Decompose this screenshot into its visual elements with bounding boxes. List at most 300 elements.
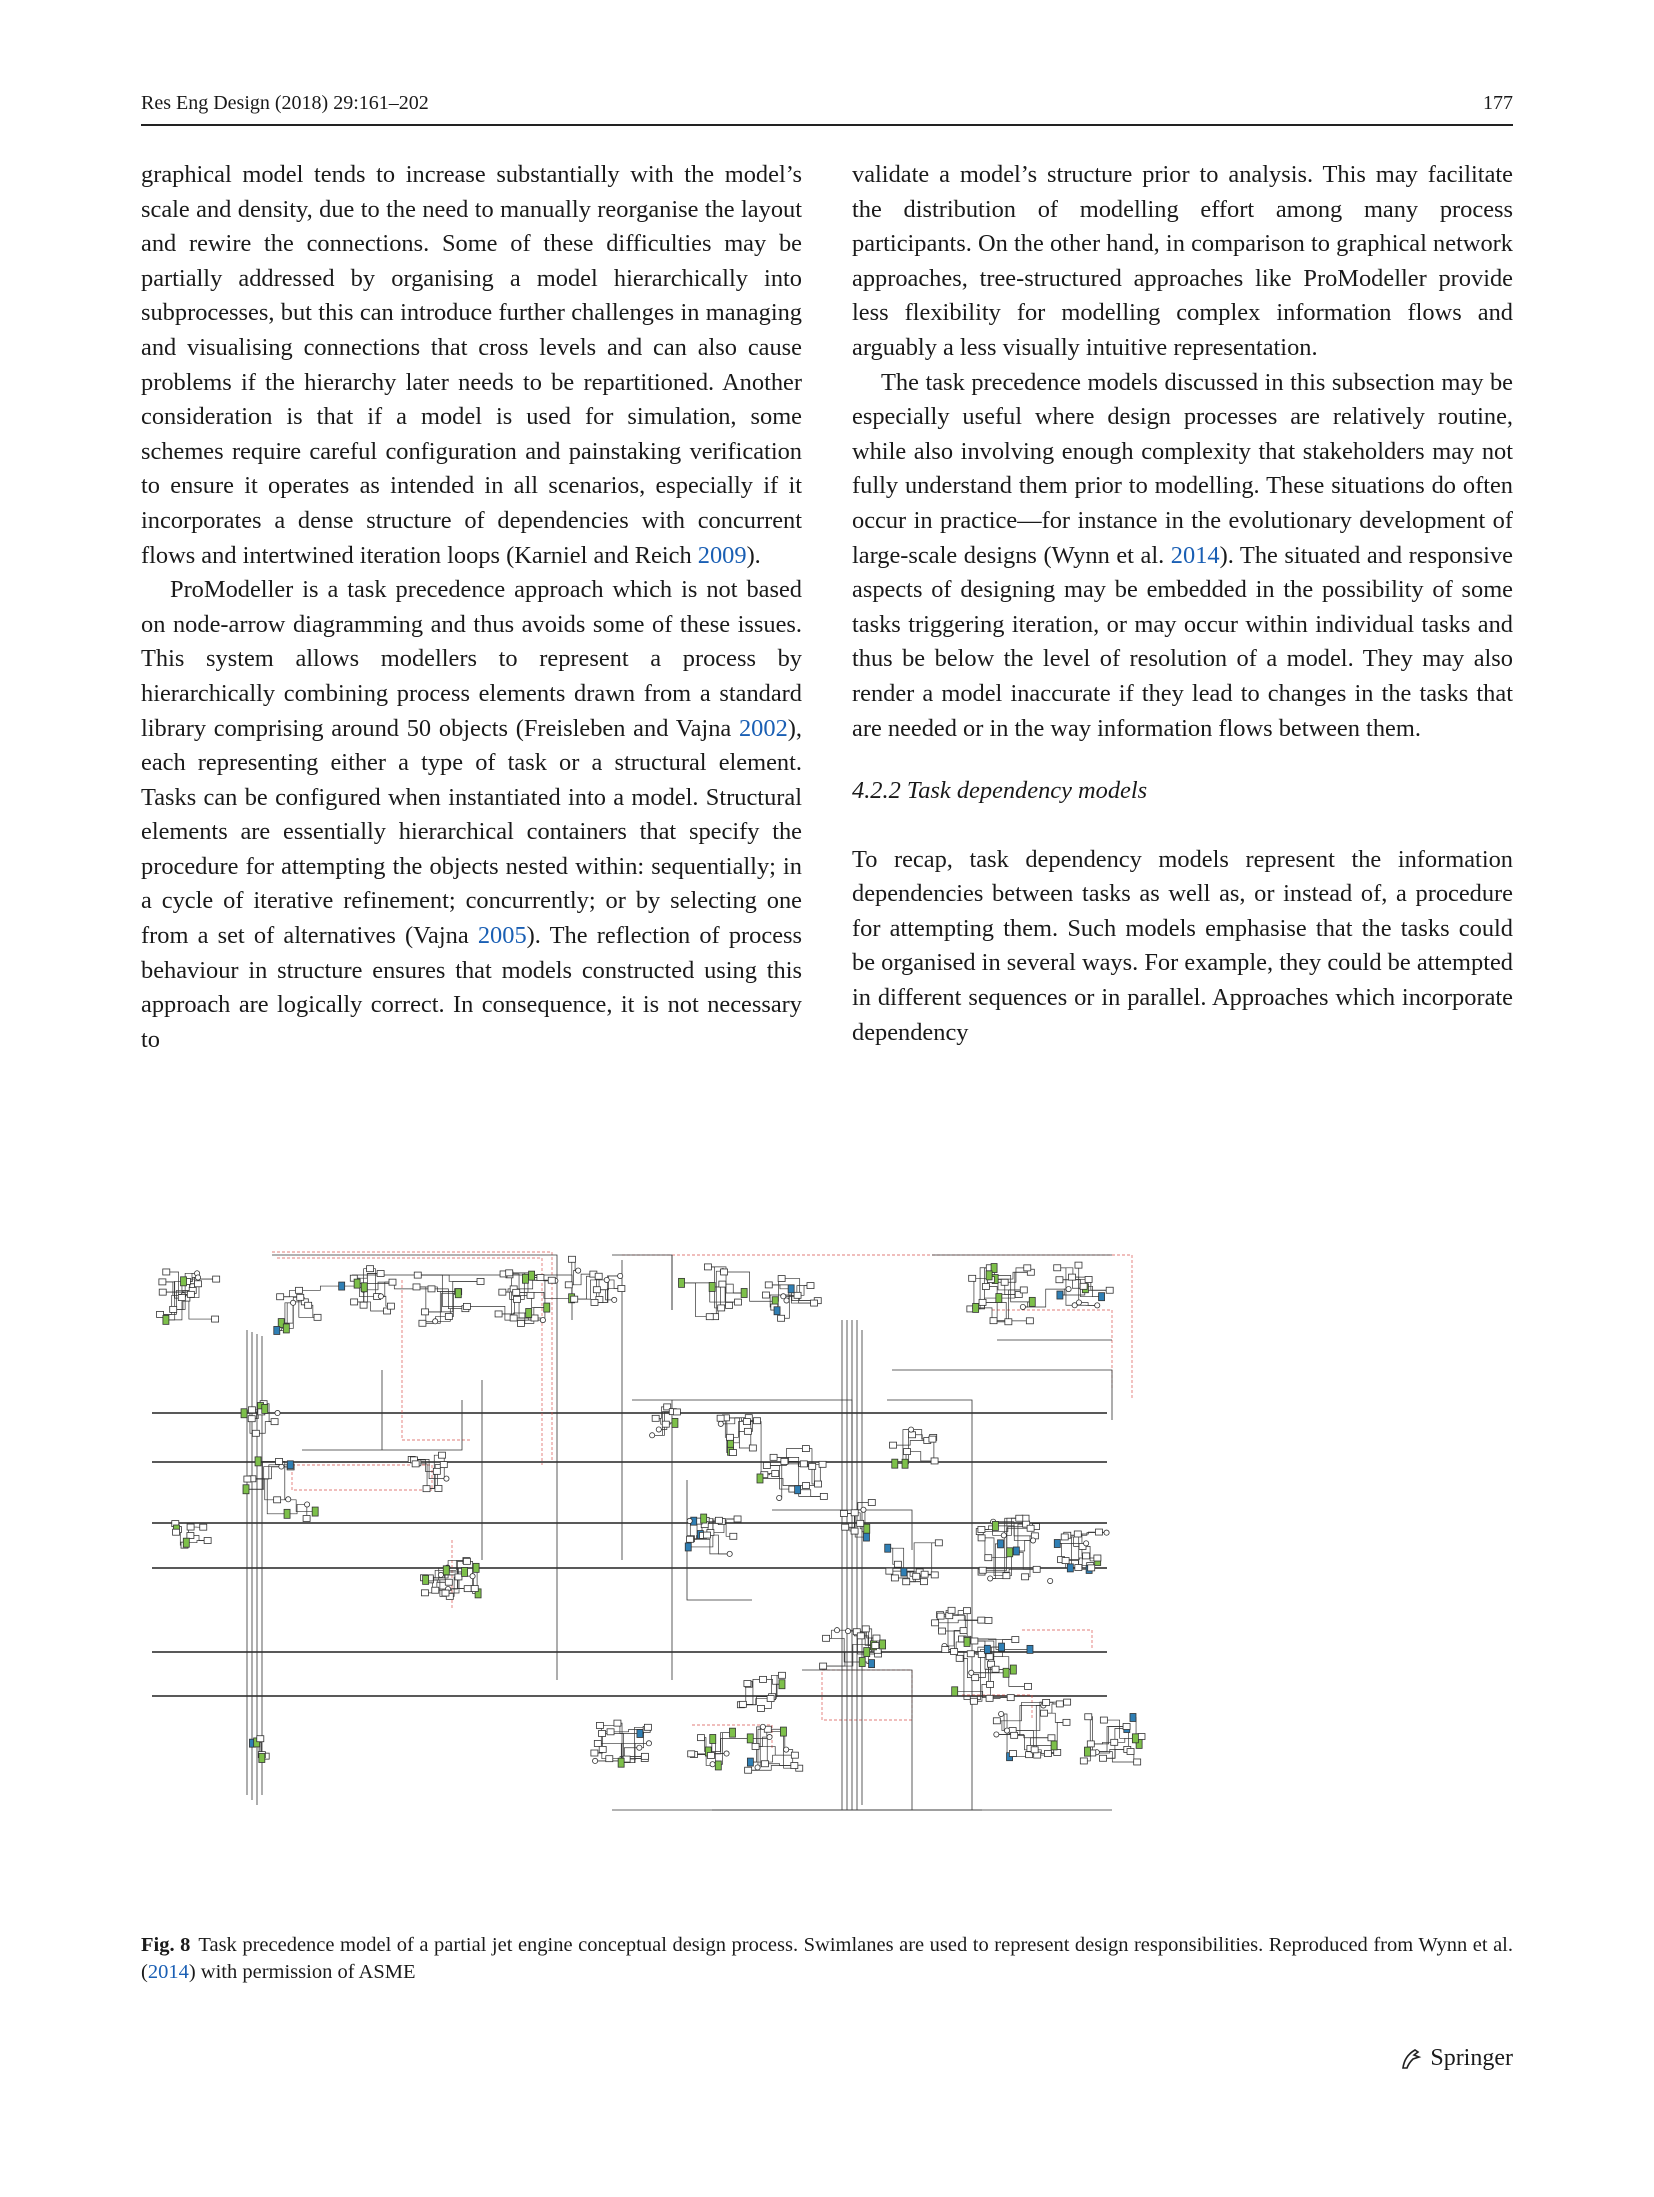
springer-horse-icon (1398, 2046, 1424, 2072)
task-node (1009, 1750, 1016, 1756)
task-node (159, 1279, 166, 1285)
task-node (993, 1718, 1000, 1724)
output-node (287, 1461, 293, 1469)
figure-label: Fig. 8 (141, 1934, 191, 1956)
task-node (163, 1269, 170, 1275)
task-node (762, 1292, 769, 1298)
task-node (599, 1730, 606, 1736)
task-node (565, 1282, 572, 1288)
task-node (187, 1533, 194, 1539)
junction-node (687, 1518, 692, 1523)
paragraph: ProModeller is a task precedence approach which is not based on node-arrow diagramming and thus avoids some of these issues. This system allows modellers to represent a process by hierarchically combining process elements drawn from a standard library comprising around 50 objects (Freisleben and Vajna 2002), each representing either a type of task or a structural element. Tasks can be configured when instantiated into a model. Structural elements are essentially hierarchical containers that specify the procedure for attempting the objects nested within: sequentially; in a cycle of iterative refinement; concurrently; or by selecting one from a set of alternatives (Vajna 2005). The reflection of process behaviour in structure ensures that models constructed using this approach are logically correct. In consequence, it is not necessary to (141, 576, 803, 1053)
citation-link[interactable]: 2014 (147, 1961, 189, 1983)
citation-link[interactable]: 2005 (477, 922, 527, 950)
input-node (1051, 1741, 1057, 1750)
output-node (863, 1533, 869, 1541)
output-node (1054, 1540, 1060, 1548)
task-node (187, 1524, 194, 1530)
task-node (719, 1281, 726, 1287)
task-node (422, 1309, 429, 1315)
junction-node (438, 1572, 443, 1577)
input-node (747, 1734, 753, 1743)
task-node (1074, 1531, 1081, 1537)
task-node (982, 1284, 989, 1290)
connector-line (247, 1479, 287, 1514)
task-node (791, 1752, 798, 1758)
task-node (1005, 1319, 1012, 1325)
task-node (688, 1751, 695, 1757)
task-node (606, 1756, 613, 1762)
task-node (840, 1510, 847, 1516)
task-node (1001, 1279, 1008, 1285)
paragraph: graphical model tends to increase substantially with the model’s scale and density, due to the need to manually reorganise the layout and rewire the connections. Some of these difficulties may be partially addressed by organising a model hierarchically into subprocesses, but this can introduce further challenges in managing and visualising connections that cross levels and can also cause problems if the hierarchy later needs to be repartitioned. Another consideration is that if a model is used for simulation, some schemes require careful configuration and painstaking verification to ensure it operates as intended in all scenarios, especially if it incorporates a dense structure of dependencies with concurrent flows and intertwined iteration loops (Karniel and Reich 2009). (141, 161, 802, 569)
task-node (170, 1306, 177, 1312)
task-node (873, 1635, 880, 1641)
task-node (971, 1638, 978, 1644)
task-node (815, 1481, 822, 1487)
task-node (744, 1428, 751, 1434)
task-node (872, 1643, 879, 1649)
task-node (979, 1299, 986, 1305)
task-node (1027, 1525, 1034, 1531)
task-node (992, 1666, 999, 1672)
task-node (305, 1302, 312, 1308)
iteration-link (292, 1465, 432, 1490)
task-node (314, 1314, 321, 1320)
task-node (715, 1517, 722, 1523)
junction-node (861, 1507, 866, 1512)
junction-node (1020, 1304, 1025, 1309)
task-node (1134, 1759, 1141, 1765)
input-node (1003, 1668, 1009, 1677)
task-node (297, 1294, 304, 1300)
junction-node (650, 1433, 655, 1438)
connector-line (612, 1255, 672, 1310)
task-node (823, 1635, 830, 1641)
left-column (141, 158, 802, 1057)
output-node (1013, 1547, 1019, 1555)
publisher-logo (1398, 2045, 1513, 2072)
paragraph: To recap, task dependency models represent the information dependencies between tasks as well as, or instead of, a procedure for attempting them. Such models emphasise that the tasks could be organised in several ways. For example, they could be attempted in different sequences or in parallel. Approaches which incorporate dependency (852, 845, 1513, 1046)
task-node (212, 1316, 219, 1322)
task-node (862, 1626, 869, 1632)
task-node (360, 1302, 367, 1308)
output-node (1099, 1293, 1105, 1301)
task-node (248, 1416, 255, 1422)
connector-line (765, 1737, 770, 1764)
task-node (809, 1463, 816, 1469)
task-node (929, 1436, 936, 1442)
task-node (248, 1407, 255, 1413)
task-node (931, 1572, 938, 1578)
task-node (717, 1415, 724, 1421)
input-node (618, 1758, 624, 1767)
figure-caption: Fig. 8 Task precedence model of a partial jet engine conceptual design process. Swimlanes are used to represent design responsibilities. Reproduced from Wynn et al. (2014) with permission of ASME (141, 1934, 1513, 1983)
connector-line (1087, 1726, 1126, 1751)
junction-node (999, 1711, 1004, 1716)
input-node (354, 1279, 360, 1288)
input-node (709, 1282, 715, 1291)
task-node (159, 1289, 166, 1295)
output-node (885, 1544, 891, 1552)
task-node (1025, 1683, 1032, 1689)
task-node (276, 1458, 283, 1464)
junction-node (718, 1421, 723, 1426)
task-node (734, 1516, 741, 1522)
task-node (726, 1434, 733, 1440)
task-node (1062, 1558, 1069, 1564)
connector-line (798, 1490, 824, 1497)
task-node (778, 1315, 785, 1321)
junction-node (304, 1502, 309, 1507)
task-node (978, 1526, 985, 1532)
task-node (277, 1294, 284, 1300)
output-node (1130, 1713, 1136, 1721)
task-node (618, 1286, 625, 1292)
junction-node (784, 1747, 789, 1752)
task-node (687, 1536, 694, 1542)
task-node (1063, 1719, 1070, 1725)
task-node (593, 1287, 600, 1293)
junction-node (1066, 1286, 1071, 1291)
input-node (455, 1289, 461, 1298)
task-node (1080, 1758, 1087, 1764)
task-node (749, 1445, 756, 1451)
task-node (157, 1311, 164, 1317)
task-node (571, 1296, 578, 1302)
junction-node (755, 1765, 760, 1770)
task-node (514, 1296, 521, 1302)
output-node (774, 1307, 780, 1315)
junction-node (908, 1427, 913, 1432)
task-node (1085, 1714, 1092, 1720)
task-node (252, 1430, 259, 1436)
task-node (707, 1752, 714, 1758)
task-node (438, 1452, 445, 1458)
task-node (697, 1735, 704, 1741)
task-node (763, 1463, 770, 1469)
connector-line (925, 1543, 939, 1574)
iteration-link (622, 1255, 1132, 1400)
task-node (641, 1753, 648, 1759)
junction-node (988, 1576, 993, 1581)
task-node (1048, 1735, 1055, 1741)
output-node (998, 1540, 1004, 1548)
journal-citation: Res Eng Design (2018) 29:161–202 (141, 92, 429, 114)
connector-line (418, 1275, 481, 1281)
paragraph: The task precedence models discussed in this subsection may be especially useful where design processes are relatively routine, while also involving enough complexity that stakeholders may not fully understand them prior to modelling. These situations do often occur in practice—for instance in the evolutionary development of large-scale designs (Wynn et al. 2014). The situated and responsive aspects of designing may be embedded in the possibility of some tasks triggering iteration, or may occur within individual tasks and thus be below the level of resolution of a model. They may also render a model inaccurate if they lead to changes in the tasks that are needed or in the way information flows between them. (852, 368, 1513, 742)
task-node (303, 1516, 310, 1522)
output-node (637, 1730, 643, 1738)
task-node (1007, 1695, 1014, 1701)
input-node (544, 1303, 550, 1312)
task-node (721, 1269, 728, 1275)
running-header (141, 88, 1513, 126)
task-node (744, 1681, 751, 1687)
task-node (745, 1767, 752, 1773)
input-node (710, 1734, 716, 1743)
task-node (794, 1292, 801, 1298)
input-node (423, 1575, 429, 1584)
connector-line (756, 1746, 795, 1755)
junction-node (834, 1628, 839, 1633)
task-node (920, 1579, 927, 1585)
task-node (591, 1750, 598, 1756)
task-node (421, 1590, 428, 1596)
task-node (537, 1274, 544, 1280)
page-number: 177 (1483, 92, 1513, 114)
input-node (443, 1566, 449, 1575)
junction-node (724, 1751, 729, 1756)
task-node (652, 1415, 659, 1421)
task-node (704, 1264, 711, 1270)
junction-node (845, 1629, 850, 1634)
connector-line (907, 1452, 935, 1461)
task-node (987, 1681, 994, 1687)
task-node (412, 1461, 419, 1467)
task-node (1080, 1283, 1087, 1289)
task-node (513, 1289, 520, 1295)
publisher-name: Springer (1430, 2045, 1513, 2071)
iteration-link (272, 1252, 552, 1460)
task-node (377, 1271, 384, 1277)
task-precedence-diagram (152, 1250, 1507, 1900)
junction-node (612, 1297, 617, 1302)
connector-line (690, 1539, 730, 1554)
input-node (986, 1271, 992, 1280)
task-node (951, 1649, 958, 1655)
subsection-heading: 4.2.2 Task dependency models (852, 777, 1148, 805)
connector-line (760, 1478, 806, 1485)
citation-link[interactable]: 2014 (1170, 541, 1220, 569)
task-node (894, 1561, 901, 1567)
task-node (967, 1651, 974, 1657)
task-node (761, 1761, 768, 1767)
task-node (463, 1558, 470, 1564)
input-node (255, 1457, 261, 1466)
junction-node (767, 1734, 772, 1739)
task-node (389, 1279, 396, 1285)
citation-link[interactable]: 2009 (697, 541, 747, 569)
task-node (978, 1617, 985, 1623)
output-node (685, 1543, 691, 1551)
task-node (842, 1524, 849, 1530)
task-node (187, 1291, 194, 1297)
task-node (932, 1620, 939, 1626)
task-node (978, 1535, 985, 1541)
junction-node (275, 1410, 280, 1415)
task-node (1083, 1553, 1090, 1559)
input-node (864, 1648, 870, 1657)
junction-node (1095, 1303, 1100, 1308)
output-node (274, 1326, 280, 1334)
task-node (596, 1722, 603, 1728)
task-node (735, 1299, 742, 1305)
task-node (471, 1586, 478, 1592)
task-node (432, 1587, 439, 1593)
task-node (891, 1575, 898, 1581)
task-node (800, 1461, 807, 1467)
task-node (257, 1736, 264, 1742)
task-node (455, 1574, 462, 1580)
task-node (985, 1617, 992, 1623)
task-node (1056, 1277, 1063, 1283)
junction-node (1030, 1538, 1035, 1543)
task-node (909, 1432, 916, 1438)
connector-line (1078, 1265, 1079, 1302)
task-node (477, 1278, 484, 1284)
task-node (1031, 1747, 1038, 1753)
connector-line (982, 1569, 1037, 1572)
right-column (852, 158, 1513, 1050)
task-node (767, 1696, 774, 1702)
task-node (200, 1524, 207, 1530)
connector-line (417, 1287, 459, 1292)
task-node (1003, 1573, 1010, 1579)
junction-node (618, 1273, 623, 1278)
output-node (1067, 1564, 1073, 1572)
task-node (1087, 1741, 1094, 1747)
junction-node (969, 1670, 974, 1675)
input-node (973, 1303, 979, 1312)
input-node (1007, 1548, 1013, 1557)
junction-node (994, 1732, 999, 1737)
input-node (779, 1680, 785, 1689)
task-node (857, 1633, 864, 1639)
input-node (715, 1761, 721, 1770)
task-node (1138, 1734, 1145, 1740)
task-node (591, 1299, 598, 1305)
task-node (820, 1663, 827, 1669)
task-node (463, 1303, 470, 1309)
task-node (607, 1729, 614, 1735)
junction-node (1076, 1300, 1081, 1305)
task-node (599, 1746, 606, 1752)
junction-node (637, 1745, 642, 1750)
output-node (747, 1758, 753, 1766)
junction-node (1084, 1541, 1089, 1546)
input-node (283, 1324, 289, 1333)
task-node (662, 1421, 669, 1427)
task-node (851, 1528, 858, 1534)
task-node (445, 1579, 452, 1585)
task-node (1088, 1565, 1095, 1571)
task-node (1056, 1701, 1063, 1707)
task-node (271, 1419, 278, 1425)
input-node (1010, 1665, 1016, 1674)
task-node (673, 1409, 680, 1415)
junction-node (760, 1724, 765, 1729)
task-node (942, 1647, 949, 1653)
input-node (181, 1277, 187, 1286)
task-node (548, 1277, 555, 1283)
input-node (864, 1524, 870, 1533)
task-node (703, 1532, 710, 1538)
task-node (960, 1628, 967, 1634)
task-node (644, 1724, 651, 1730)
task-node (970, 1698, 977, 1704)
input-node (679, 1278, 685, 1287)
task-node (464, 1586, 471, 1592)
task-node (1024, 1265, 1031, 1271)
task-node (517, 1320, 524, 1326)
input-node (243, 1485, 249, 1494)
input-node (361, 1283, 367, 1292)
input-node (672, 1418, 678, 1427)
connector-line (1057, 1268, 1074, 1305)
input-node (964, 1637, 970, 1646)
task-node (985, 1555, 992, 1561)
task-node (173, 1529, 180, 1535)
input-node (522, 1274, 528, 1283)
input-node (462, 1567, 468, 1576)
task-node (387, 1303, 394, 1309)
connector-line (281, 1467, 288, 1500)
input-node (529, 1271, 535, 1280)
citation-link[interactable]: 2002 (738, 714, 788, 742)
input-node (259, 1753, 265, 1762)
junction-node (540, 1318, 545, 1323)
task-node (857, 1520, 864, 1526)
task-node (913, 1573, 920, 1579)
junction-node (777, 1495, 782, 1500)
connector-line (682, 1283, 710, 1317)
task-node (1064, 1699, 1071, 1705)
task-node (442, 1590, 449, 1596)
task-node (423, 1486, 430, 1492)
task-node (1044, 1751, 1051, 1757)
output-node (999, 1643, 1005, 1651)
connector-line (499, 1313, 529, 1314)
task-node (435, 1485, 442, 1491)
connector-line (996, 1734, 1051, 1737)
task-node (614, 1720, 621, 1726)
task-node (772, 1471, 779, 1477)
task-node (1075, 1564, 1082, 1570)
task-node (1012, 1637, 1019, 1643)
task-node (729, 1450, 736, 1456)
task-node (754, 1418, 761, 1424)
input-node (892, 1459, 898, 1468)
task-node (1106, 1287, 1113, 1293)
task-node (194, 1281, 201, 1287)
task-node (986, 1695, 993, 1701)
output-node (1057, 1291, 1063, 1299)
task-node (868, 1499, 875, 1505)
input-node (902, 1459, 908, 1468)
task-node (433, 1468, 440, 1474)
input-node (473, 1563, 479, 1572)
connector-line (687, 1480, 752, 1600)
task-node (244, 1476, 251, 1482)
input-node (880, 1640, 886, 1649)
task-node (990, 1318, 997, 1324)
connector-line (954, 1647, 1001, 1651)
task-node (1094, 1555, 1101, 1561)
task-node (1127, 1748, 1134, 1754)
output-node (788, 1285, 794, 1293)
task-node (510, 1315, 517, 1321)
task-node (1026, 1318, 1033, 1324)
task-node (1085, 1276, 1092, 1282)
task-node (886, 1568, 893, 1574)
input-node (1132, 1734, 1138, 1743)
task-node (1075, 1262, 1082, 1268)
task-node (752, 1743, 759, 1749)
task-node (1123, 1723, 1130, 1729)
connector-line (774, 1457, 804, 1464)
task-node (718, 1305, 725, 1311)
